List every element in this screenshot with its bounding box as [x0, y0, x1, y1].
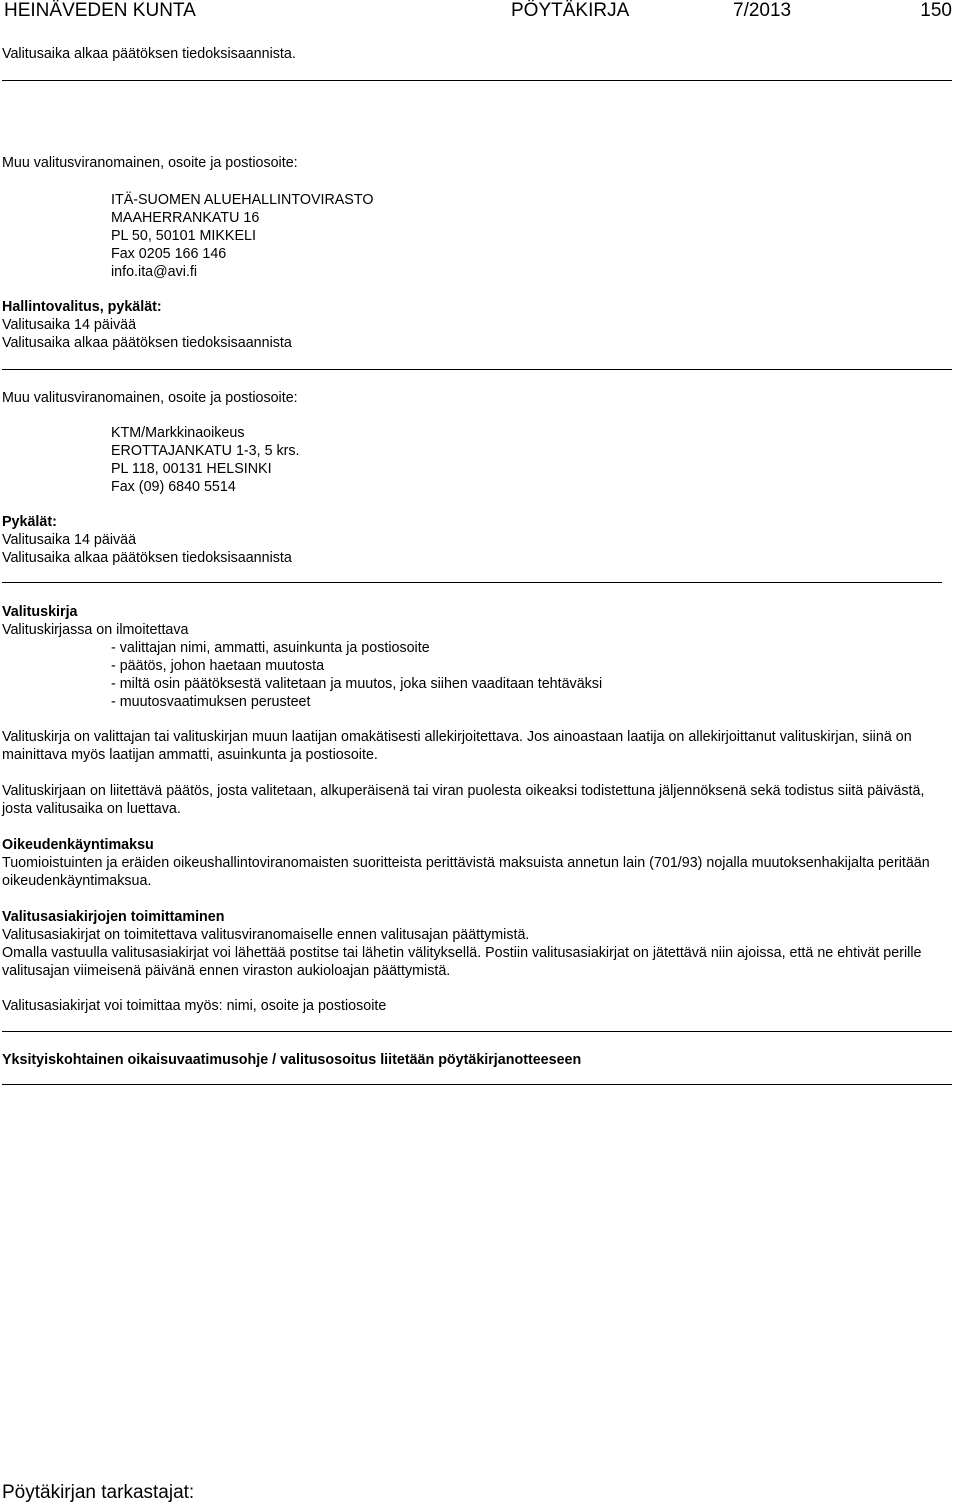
divider	[2, 1031, 952, 1032]
page-header	[4, 0, 952, 24]
paragraph: Valituskirja on valittajan tai valituskirjan muun laatijan omakätisesti allekirjoitettava. Jos ainoastaan laatija on allekirjoittanut valituskirjan, siinä on mainittava myös laatijan ammatti, asuinkunta ja postiosoite.	[2, 729, 912, 763]
address-line: EROTTAJANKATU 1-3, 5 krs.	[111, 443, 300, 459]
address-line: PL 118, 00131 HELSINKI	[111, 461, 272, 477]
page-footer: Pöytäkirjan tarkastajat:	[2, 1482, 195, 1503]
address-line: Fax (09) 6840 5514	[111, 479, 236, 495]
section-title: Oikeudenkäyntimaksu	[2, 837, 154, 853]
document-number: 7/2013	[733, 0, 792, 21]
final-note: Yksityiskohtainen oikaisuvaatimusohje / valitusosoitus liitetään pöytäkirjanotteeseen	[2, 1052, 582, 1068]
paragraph: Valitusasiakirjat on toimitettava valitusviranomaiselle ennen valitusajan päättymistä.	[2, 927, 530, 943]
address-line: info.ita@avi.fi	[111, 264, 198, 280]
text-line: Valitusaika alkaa päätöksen tiedoksisaannista	[2, 335, 292, 351]
organization-name: HEINÄVEDEN KUNTA	[4, 0, 196, 21]
intro-line: Valitusaika alkaa päätöksen tiedoksisaannista.	[2, 46, 296, 62]
address-line: ITÄ-SUOMEN ALUEHALLINTOVIRASTO	[111, 192, 374, 208]
paragraph: Tuomioistuinten ja eräiden oikeushallintoviranomaisten suoritteista perittävistä maksuista annetun lain (701/93) nojalla muutoksenhakijalta peritään oikeudenkäyntimaksua.	[2, 855, 930, 889]
section-title: Pykälät:	[2, 514, 57, 530]
section-title: Hallintovalitus, pykälät:	[2, 299, 162, 315]
paragraph: Valituskirjaan on liitettävä päätös, josta valitetaan, alkuperäisenä tai viran puolesta oikeaksi todistettuna jäljennöksenä sekä todistus siitä päivästä, josta valitusaika on luettava.	[2, 783, 925, 817]
text-line: Valituskirjassa on ilmoitettava	[2, 622, 189, 638]
text-line: Valitusaika 14 päivää	[2, 317, 137, 333]
section-title: Valituskirja	[2, 604, 78, 620]
text-line: Valitusaika 14 päivää	[2, 532, 137, 548]
address-line: MAAHERRANKATU 16	[111, 210, 260, 226]
divider	[2, 80, 952, 81]
page-number: 150	[920, 0, 952, 21]
document-type: PÖYTÄKIRJA	[511, 0, 630, 21]
text-line: Valitusaika alkaa päätöksen tiedoksisaannista	[2, 550, 292, 566]
text-line: Valitusasiakirjat voi toimittaa myös: nimi, osoite ja postiosoite	[2, 998, 387, 1014]
divider	[2, 369, 952, 370]
divider	[2, 582, 942, 583]
authority-label: Muu valitusviranomainen, osoite ja postiosoite:	[2, 155, 298, 171]
divider	[2, 1084, 952, 1085]
list-item: - valittajan nimi, ammatti, asuinkunta ja postiosoite	[111, 640, 430, 656]
address-line: Fax 0205 166 146	[111, 246, 227, 262]
list-item: - muutosvaatimuksen perusteet	[111, 694, 311, 710]
address-line: PL 50, 50101 MIKKELI	[111, 228, 256, 244]
list-item: - päätös, johon haetaan muutosta	[111, 658, 325, 674]
address-line: KTM/Markkinaoikeus	[111, 425, 245, 441]
list-item: - miltä osin päätöksestä valitetaan ja muutos, joka siihen vaaditaan tehtäväksi	[111, 676, 603, 692]
section-title: Valitusasiakirjojen toimittaminen	[2, 909, 225, 925]
paragraph: Omalla vastuulla valitusasiakirjat voi lähettää postitse tai lähetin välityksellä. Postiin valitusasiakirjat on jätettävä niin ajoissa, että ne ehtivät perille valitusajan viimeisenä päivänä ennen viraston aukioloajan päättymistä.	[2, 945, 922, 979]
authority-label: Muu valitusviranomainen, osoite ja postiosoite:	[2, 390, 298, 406]
